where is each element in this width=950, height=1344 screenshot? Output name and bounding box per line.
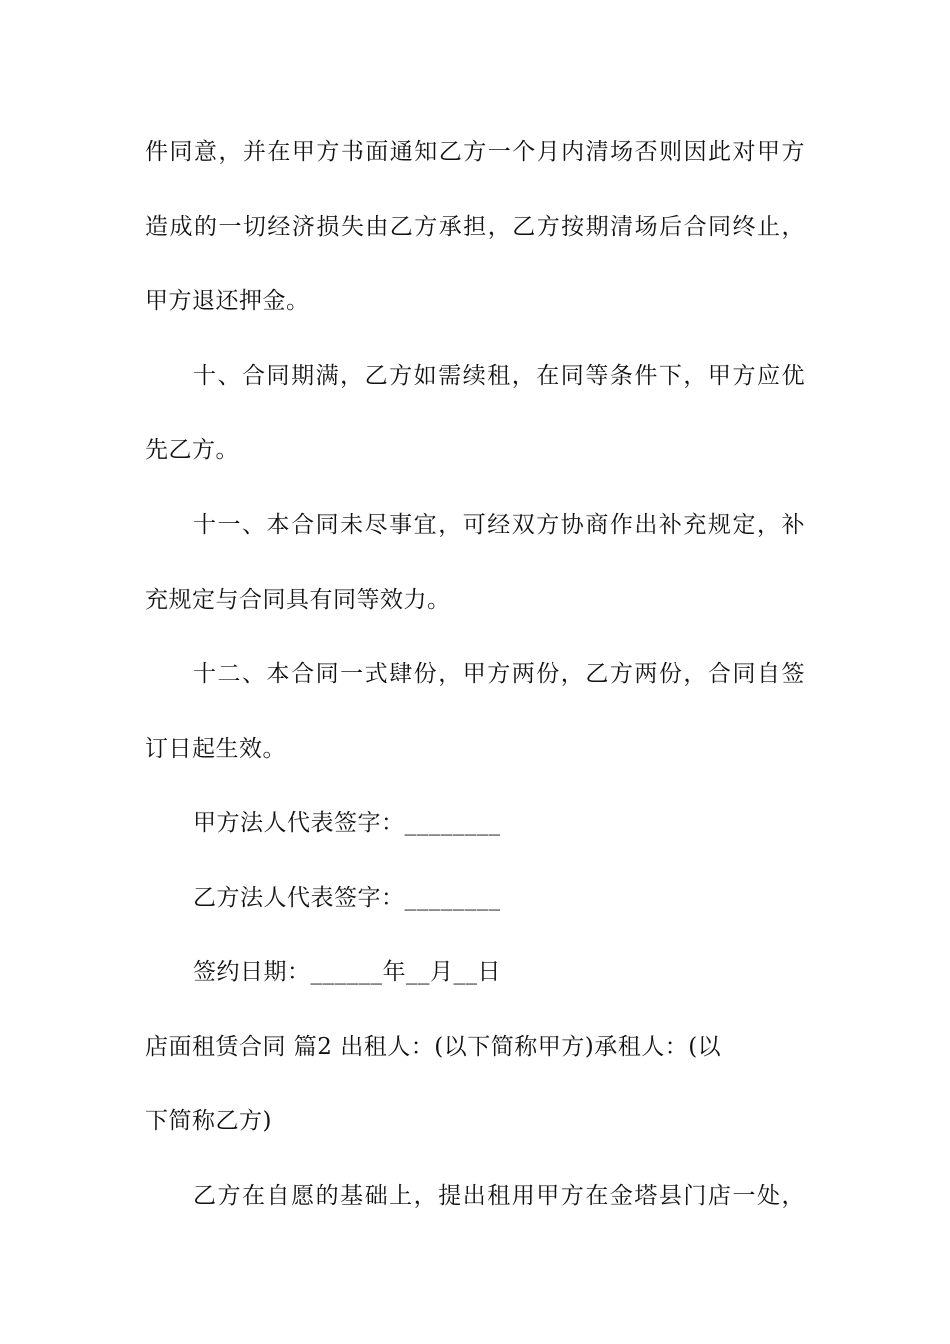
text-line-3: 甲方退还押金。	[145, 288, 310, 314]
text-line-2: 造成的一切经济损失由乙方承担，乙方按期清场后合同终止，	[145, 214, 805, 240]
party-b-signature-line: 乙方法人代表签字：________	[193, 885, 501, 911]
contract-2-heading-line-2: 下简称乙方)	[145, 1108, 272, 1134]
clause-11-line-1: 十一、本合同未尽事宜，可经双方协商作出补充规定，补	[193, 512, 805, 538]
signing-date-line: 签约日期：______年__月__日	[193, 959, 501, 985]
party-a-signature-line: 甲方法人代表签字：________	[193, 810, 501, 836]
contract-2-heading-line: 店面租赁合同 篇2 出租人：(以下简称甲方)承租人：(以	[145, 1034, 722, 1060]
clause-12-line-2: 订日起生效。	[145, 736, 286, 762]
clause-11-line-2: 充规定与合同具有同等效力。	[145, 587, 451, 613]
clause-10-line-2: 先乙方。	[145, 437, 239, 463]
text-line-1: 件同意，并在甲方书面通知乙方一个月内清场否则因此对甲方	[145, 139, 805, 165]
contract-2-paragraph-line-1: 乙方在自愿的基础上，提出租用甲方在金塔县门店一处，	[193, 1183, 805, 1209]
clause-12-line-1: 十二、本合同一式肆份，甲方两份，乙方两份，合同自签	[193, 661, 805, 687]
clause-10-line-1: 十、合同期满，乙方如需续租，在同等条件下，甲方应优	[193, 363, 805, 389]
